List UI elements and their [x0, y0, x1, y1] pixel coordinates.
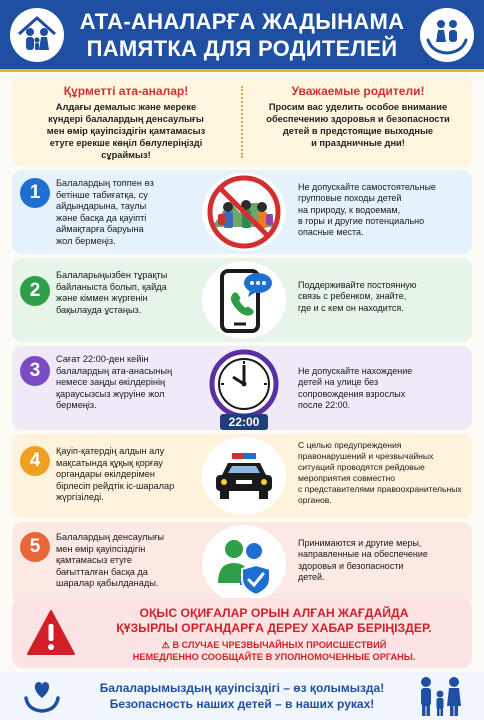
rule-ru-text-4: С целью предупреждения правонарушений и чрезвычайных ситуаций проводятся рейдовые мероприятия совместно с представителями правоохранительных органов. — [298, 440, 462, 505]
rule-kk-text-5: Балалардың денсаулығы мен өмір қауіпсіздігін қамтамасыз етуге бағытталған басқа да шаралар қабылданады. — [56, 532, 165, 588]
intro-divider — [241, 86, 243, 158]
header-banner — [0, 0, 484, 72]
intro-ru — [248, 84, 468, 149]
intro-ru-heading: Уважаемые родители! — [291, 84, 425, 98]
rule-item-1 — [12, 170, 472, 254]
page-title: АТА-АНАЛАРҒА ЖАДЫНАМА ПАМЯТКА ДЛЯ РОДИТЕЛЕЙ — [79, 9, 405, 61]
rule-ru-text-1: Не допускайте самостоятельные групповые походы детей на природу, к водоемам, в горы и другие потенциально опасные места. — [298, 182, 436, 238]
warning-triangle-icon — [26, 608, 76, 658]
rule-number-2: 2 — [20, 276, 50, 306]
clock-time-badge: 22:00 — [220, 414, 268, 430]
rule-kk-text-1: Балалардың топпен өз бетінше табиғатқа, су айдындарына, таулы және басқа да қауіпті аймақтарға баруына жол бермеңіз. — [56, 178, 154, 246]
rule-item-4 — [12, 434, 472, 518]
no-hiking-icon — [202, 173, 286, 251]
rule-number-4: 4 — [20, 446, 50, 476]
family-house-icon — [10, 8, 64, 62]
rule-kk-text-3: Сағат 22:00-ден кейін балалардың ата-анасының немесе заңды өкілдерінің қараусызсыз жүруіне жол бермеңіз. — [56, 354, 173, 410]
rule-number-5: 5 — [20, 532, 50, 562]
rule-kk-text-4: Қауіп-қатердің алдын алу мақсатында құқық қорғау органдары өкілдерімен бірлесіп рейдтік іс-шаралар жүргізіледі. — [56, 446, 175, 502]
intro-panel — [12, 78, 472, 166]
family-icon — [414, 674, 466, 718]
rule-ru-text-3: Не допускайте нахождение детей на улице без сопровождения взрослых после 22:00. — [298, 366, 413, 410]
intro-kk-heading: Құрметті ата-аналар! — [63, 84, 189, 98]
rule-item-2 — [12, 258, 472, 342]
intro-kk-text: Алдағы демалыс және мереке күндері балалардың денсаулығы мен өмір қауіпсіздігін қамтамасыз етуге ерекше көңіл бөлулеріңізді сұраймыз! — [46, 102, 206, 160]
rule-ru-text-5: Принимаются и другие меры, направленные на обеспечение здоровья и безопасности детей. — [298, 538, 428, 582]
intro-ru-text: Просим вас уделить особое внимание обеспечению здоровья и безопасности детей в предстоящие выходные и праздничные дни! — [266, 102, 450, 148]
rule-ru-text-2: Поддерживайте постоянную связь с ребенком, знайте, где и с кем он находится. — [298, 280, 417, 313]
heart-hands-icon — [22, 676, 62, 716]
warning-ru-text: ⚠ В СЛУЧАЕ ЧРЕЗВЫЧАЙНЫХ ПРОИСШЕСТВИЙ НЕМЕДЛЕННО СООБЩАЙТЕ В УПОЛНОМОЧЕННЫЕ ОРГАНЫ. — [132, 640, 416, 662]
rule-kk-text-2: Балаларыңызбен тұрақты байланыста болып, қайда және кіммен жүргенін бақылауда ұстаңыз. — [56, 270, 168, 315]
warning-kk-text: ОҚЫС ОҚИҒАЛАР ОРЫН АЛҒАН ЖАҒДАЙДА ҚҰЗЫРЛЫ ОРГАНДАРҒА ДЕРЕУ ХАБАР БЕРІҢІЗДЕР. — [116, 606, 432, 635]
footer — [0, 672, 484, 720]
rule-number-3: 3 — [20, 356, 50, 386]
family-hands-icon — [420, 8, 474, 62]
people-shield-icon — [202, 525, 286, 603]
intro-kk — [16, 84, 236, 161]
rule-item-5 — [12, 522, 472, 606]
police-car-icon — [202, 437, 286, 515]
rule-number-1: 1 — [20, 178, 50, 208]
phone-chat-icon — [202, 261, 286, 339]
emergency-warning — [12, 598, 472, 668]
footer-slogan: Балаларымыздың қауіпсіздігі – өз қолымызда! Безопасность наших детей – в наших руках! — [99, 681, 385, 711]
rule-item-3 — [12, 346, 472, 430]
